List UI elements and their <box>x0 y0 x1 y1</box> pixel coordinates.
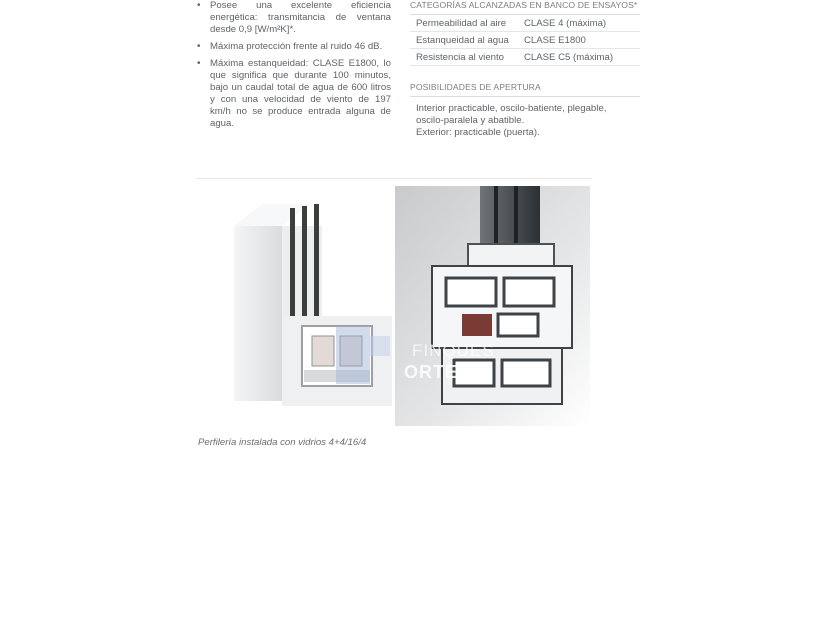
features-list <box>197 0 391 135</box>
categories-table <box>410 15 640 66</box>
table-row <box>410 32 640 49</box>
bullet-icon: • <box>197 0 201 11</box>
row-label: Estanqueidad al agua <box>410 32 518 49</box>
categories-title: CATEGORÍAS ALCANZADAS EN BANCO DE ENSAYOS* <box>410 0 640 15</box>
row-label: Permeabilidad al aire <box>410 15 518 32</box>
feature-item: • Posee una excelente eficiencia energética: transmitancia de ventana desde 0,9 [W/m²K]*. <box>197 0 391 35</box>
bullet-icon: • <box>197 58 201 69</box>
row-value: CLASE E1800 <box>518 32 640 49</box>
apertura-title: POSIBILIDADES DE APERTURA <box>410 82 640 97</box>
watermark-line2: ORTEGA <box>404 362 488 382</box>
apertura-line: oscilo-paralela y abatible. <box>416 115 525 126</box>
bullet-icon: • <box>197 41 201 52</box>
figure-caption: Perfilería instalada con vidrios 4+4/16/4 <box>198 437 367 448</box>
table-row <box>410 15 640 32</box>
apertura-line: Exterior: practicable (puerta). <box>416 127 540 138</box>
row-value: CLASE 4 (máxima) <box>518 15 640 32</box>
feature-item: • Máxima protección frente al ruido 46 dB. <box>197 41 383 52</box>
apertura-line: Interior practicable, oscilo-batiente, plegable, <box>416 103 607 114</box>
feature-item: • Máxima estanqueidad: CLASE E1800, lo que significa que durante 100 minutos, bajo un caudal total de agua de 600 litros y con una velocidad de viento de 197 km/h no se produce entrada alguna de agua. <box>197 58 391 129</box>
row-value: CLASE C5 (máxima) <box>518 49 640 66</box>
row-label: Resistencia al viento <box>410 49 518 66</box>
watermark-line1: FINQUES <box>412 341 495 360</box>
table-row <box>410 49 640 66</box>
right-profile <box>395 186 590 426</box>
section-divider <box>197 178 592 179</box>
specs-panel <box>410 0 640 139</box>
apertura-text <box>410 97 640 139</box>
profile-illustration <box>232 186 592 426</box>
